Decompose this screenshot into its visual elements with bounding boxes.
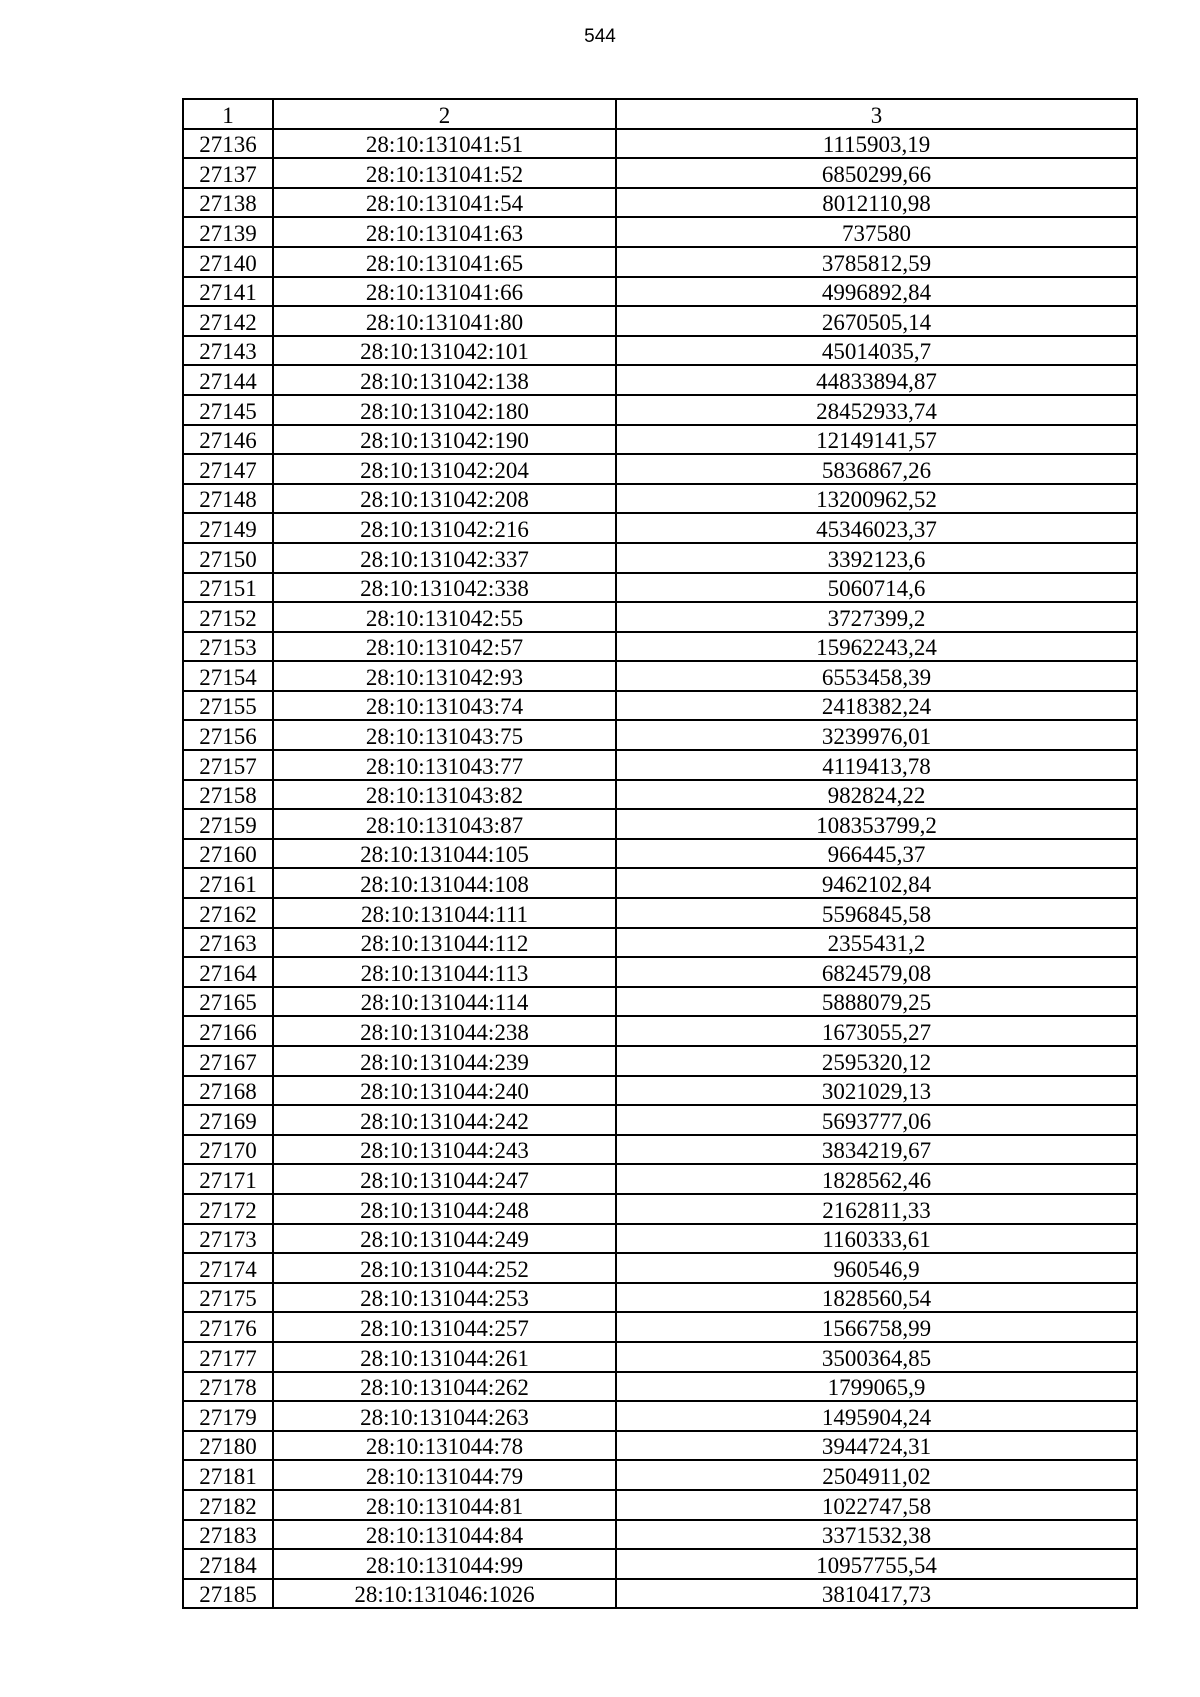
row-number-cell: 27139: [183, 217, 273, 247]
cadastral-number-cell: 28:10:131042:216: [273, 513, 616, 543]
table-row: [183, 573, 1137, 603]
value-cell: 3021029,13: [616, 1076, 1137, 1106]
table-row: [183, 1105, 1137, 1135]
value-cell: 5836867,26: [616, 454, 1137, 484]
table-row: [183, 1164, 1137, 1194]
row-number-cell: 27145: [183, 395, 273, 425]
value-cell: 45346023,37: [616, 513, 1137, 543]
row-number-cell: 27144: [183, 365, 273, 395]
table-row: [183, 1401, 1137, 1431]
cadastral-number-cell: 28:10:131042:208: [273, 484, 616, 514]
value-cell: 2355431,2: [616, 928, 1137, 958]
row-number-cell: 27152: [183, 602, 273, 632]
cadastral-number-cell: 28:10:131042:93: [273, 661, 616, 691]
row-number-cell: 27158: [183, 780, 273, 810]
cadastral-number-cell: 28:10:131042:57: [273, 632, 616, 662]
row-number-cell: 27175: [183, 1283, 273, 1313]
value-cell: 13200962,52: [616, 484, 1137, 514]
cadastral-number-cell: 28:10:131044:108: [273, 868, 616, 898]
value-cell: 966445,37: [616, 839, 1137, 869]
value-cell: 982824,22: [616, 780, 1137, 810]
row-number-cell: 27143: [183, 336, 273, 366]
data-table: [182, 98, 1138, 1609]
value-cell: 1828562,46: [616, 1164, 1137, 1194]
table-row: [183, 454, 1137, 484]
row-number-cell: 27151: [183, 573, 273, 603]
row-number-cell: 27177: [183, 1342, 273, 1372]
table-row: [183, 1549, 1137, 1579]
cadastral-number-cell: 28:10:131042:101: [273, 336, 616, 366]
cadastral-number-cell: 28:10:131044:113: [273, 957, 616, 987]
cadastral-number-cell: 28:10:131044:112: [273, 928, 616, 958]
table-row: [183, 1431, 1137, 1461]
column-header-3: 3: [616, 99, 1137, 129]
value-cell: 6553458,39: [616, 661, 1137, 691]
table-row: [183, 1312, 1137, 1342]
cadastral-number-cell: 28:10:131041:54: [273, 188, 616, 218]
value-cell: 1673055,27: [616, 1016, 1137, 1046]
cadastral-number-cell: 28:10:131044:105: [273, 839, 616, 869]
row-number-cell: 27180: [183, 1431, 273, 1461]
table-row: [183, 395, 1137, 425]
value-cell: 3944724,31: [616, 1431, 1137, 1461]
table-row: [183, 928, 1137, 958]
cadastral-number-cell: 28:10:131044:79: [273, 1460, 616, 1490]
row-number-cell: 27154: [183, 661, 273, 691]
cadastral-number-cell: 28:10:131044:262: [273, 1372, 616, 1402]
row-number-cell: 27149: [183, 513, 273, 543]
row-number-cell: 27150: [183, 543, 273, 573]
cadastral-number-cell: 28:10:131041:51: [273, 129, 616, 159]
value-cell: 6850299,66: [616, 158, 1137, 188]
cadastral-number-cell: 28:10:131044:239: [273, 1046, 616, 1076]
value-cell: 44833894,87: [616, 365, 1137, 395]
value-cell: 1566758,99: [616, 1312, 1137, 1342]
header-row: [183, 99, 1137, 129]
cadastral-number-cell: 28:10:131044:248: [273, 1194, 616, 1224]
row-number-cell: 27147: [183, 454, 273, 484]
table-header: [183, 99, 1137, 129]
value-cell: 3239976,01: [616, 720, 1137, 750]
row-number-cell: 27155: [183, 691, 273, 721]
row-number-cell: 27159: [183, 809, 273, 839]
table-row: [183, 661, 1137, 691]
row-number-cell: 27138: [183, 188, 273, 218]
row-number-cell: 27160: [183, 839, 273, 869]
value-cell: 8012110,98: [616, 188, 1137, 218]
row-number-cell: 27179: [183, 1401, 273, 1431]
row-number-cell: 27172: [183, 1194, 273, 1224]
row-number-cell: 27169: [183, 1105, 273, 1135]
cadastral-number-cell: 28:10:131042:190: [273, 425, 616, 455]
table-row: [183, 1372, 1137, 1402]
cadastral-number-cell: 28:10:131041:52: [273, 158, 616, 188]
table-row: [183, 898, 1137, 928]
table-row: [183, 217, 1137, 247]
table-body: [183, 129, 1137, 1609]
cadastral-number-cell: 28:10:131043:82: [273, 780, 616, 810]
value-cell: 3785812,59: [616, 247, 1137, 277]
value-cell: 2670505,14: [616, 306, 1137, 336]
cadastral-number-cell: 28:10:131044:253: [273, 1283, 616, 1313]
page-number: 544: [584, 26, 616, 47]
value-cell: 3727399,2: [616, 602, 1137, 632]
cadastral-number-cell: 28:10:131044:81: [273, 1490, 616, 1520]
value-cell: 737580: [616, 217, 1137, 247]
row-number-cell: 27146: [183, 425, 273, 455]
table-row: [183, 129, 1137, 159]
row-number-cell: 27165: [183, 987, 273, 1017]
value-cell: 3834219,67: [616, 1135, 1137, 1165]
value-cell: 1022747,58: [616, 1490, 1137, 1520]
cadastral-number-cell: 28:10:131044:238: [273, 1016, 616, 1046]
value-cell: 5693777,06: [616, 1105, 1137, 1135]
value-cell: 28452933,74: [616, 395, 1137, 425]
table-row: [183, 1283, 1137, 1313]
value-cell: 3392123,6: [616, 543, 1137, 573]
value-cell: 15962243,24: [616, 632, 1137, 662]
value-cell: 2162811,33: [616, 1194, 1137, 1224]
cadastral-number-cell: 28:10:131044:249: [273, 1224, 616, 1254]
value-cell: 10957755,54: [616, 1549, 1137, 1579]
cadastral-number-cell: 28:10:131044:261: [273, 1342, 616, 1372]
cadastral-number-cell: 28:10:131043:87: [273, 809, 616, 839]
cadastral-number-cell: 28:10:131043:77: [273, 750, 616, 780]
value-cell: 1115903,19: [616, 129, 1137, 159]
cadastral-number-cell: 28:10:131044:257: [273, 1312, 616, 1342]
table-row: [183, 1460, 1137, 1490]
row-number-cell: 27167: [183, 1046, 273, 1076]
value-cell: 2595320,12: [616, 1046, 1137, 1076]
row-number-cell: 27157: [183, 750, 273, 780]
row-number-cell: 27148: [183, 484, 273, 514]
value-cell: 1160333,61: [616, 1224, 1137, 1254]
row-number-cell: 27178: [183, 1372, 273, 1402]
column-header-2: 2: [273, 99, 616, 129]
value-cell: 1799065,9: [616, 1372, 1137, 1402]
table-row: [183, 1579, 1137, 1609]
table-row: [183, 750, 1137, 780]
cadastral-number-cell: 28:10:131042:337: [273, 543, 616, 573]
value-cell: 2504911,02: [616, 1460, 1137, 1490]
table-row: [183, 425, 1137, 455]
value-cell: 3810417,73: [616, 1579, 1137, 1609]
cadastral-number-cell: 28:10:131042:138: [273, 365, 616, 395]
table-row: [183, 780, 1137, 810]
cadastral-number-cell: 28:10:131044:242: [273, 1105, 616, 1135]
table-row: [183, 1224, 1137, 1254]
cadastral-number-cell: 28:10:131041:65: [273, 247, 616, 277]
cadastral-number-cell: 28:10:131041:66: [273, 277, 616, 307]
table-row: [183, 691, 1137, 721]
cadastral-number-cell: 28:10:131044:243: [273, 1135, 616, 1165]
table-row: [183, 365, 1137, 395]
value-cell: 1828560,54: [616, 1283, 1137, 1313]
table-row: [183, 1520, 1137, 1550]
value-cell: 5060714,6: [616, 573, 1137, 603]
cadastral-number-cell: 28:10:131044:84: [273, 1520, 616, 1550]
cadastral-number-cell: 28:10:131041:80: [273, 306, 616, 336]
table-row: [183, 809, 1137, 839]
table-row: [183, 1135, 1137, 1165]
table-row: [183, 1253, 1137, 1283]
value-cell: 3371532,38: [616, 1520, 1137, 1550]
table-row: [183, 306, 1137, 336]
cadastral-number-cell: 28:10:131044:240: [273, 1076, 616, 1106]
table-row: [183, 1342, 1137, 1372]
row-number-cell: 27153: [183, 632, 273, 662]
row-number-cell: 27184: [183, 1549, 273, 1579]
value-cell: 108353799,2: [616, 809, 1137, 839]
table-row: [183, 484, 1137, 514]
cadastral-number-cell: 28:10:131044:247: [273, 1164, 616, 1194]
table-row: [183, 839, 1137, 869]
table-row: [183, 188, 1137, 218]
row-number-cell: 27183: [183, 1520, 273, 1550]
table-row: [183, 513, 1137, 543]
row-number-cell: 27140: [183, 247, 273, 277]
row-number-cell: 27162: [183, 898, 273, 928]
table-row: [183, 1194, 1137, 1224]
row-number-cell: 27164: [183, 957, 273, 987]
table-row: [183, 602, 1137, 632]
cadastral-number-cell: 28:10:131043:74: [273, 691, 616, 721]
row-number-cell: 27171: [183, 1164, 273, 1194]
cadastral-number-cell: 28:10:131042:55: [273, 602, 616, 632]
value-cell: 5888079,25: [616, 987, 1137, 1017]
row-number-cell: 27156: [183, 720, 273, 750]
value-cell: 3500364,85: [616, 1342, 1137, 1372]
row-number-cell: 27181: [183, 1460, 273, 1490]
table-row: [183, 1490, 1137, 1520]
value-cell: 6824579,08: [616, 957, 1137, 987]
cadastral-number-cell: 28:10:131042:204: [273, 454, 616, 484]
cadastral-number-cell: 28:10:131044:252: [273, 1253, 616, 1283]
value-cell: 12149141,57: [616, 425, 1137, 455]
table-row: [183, 1076, 1137, 1106]
cadastral-number-cell: 28:10:131042:338: [273, 573, 616, 603]
row-number-cell: 27176: [183, 1312, 273, 1342]
cadastral-number-cell: 28:10:131043:75: [273, 720, 616, 750]
value-cell: 960546,9: [616, 1253, 1137, 1283]
cadastral-number-cell: 28:10:131044:263: [273, 1401, 616, 1431]
row-number-cell: 27168: [183, 1076, 273, 1106]
table-row: [183, 1046, 1137, 1076]
column-header-1: 1: [183, 99, 273, 129]
table-row: [183, 632, 1137, 662]
row-number-cell: 27170: [183, 1135, 273, 1165]
table-row: [183, 1016, 1137, 1046]
cadastral-number-cell: 28:10:131046:1026: [273, 1579, 616, 1609]
row-number-cell: 27185: [183, 1579, 273, 1609]
row-number-cell: 27161: [183, 868, 273, 898]
row-number-cell: 27163: [183, 928, 273, 958]
value-cell: 2418382,24: [616, 691, 1137, 721]
value-cell: 9462102,84: [616, 868, 1137, 898]
row-number-cell: 27142: [183, 306, 273, 336]
row-number-cell: 27166: [183, 1016, 273, 1046]
table-row: [183, 543, 1137, 573]
cadastral-number-cell: 28:10:131041:63: [273, 217, 616, 247]
table-row: [183, 158, 1137, 188]
cadastral-number-cell: 28:10:131044:78: [273, 1431, 616, 1461]
row-number-cell: 27174: [183, 1253, 273, 1283]
table-row: [183, 957, 1137, 987]
cadastral-number-cell: 28:10:131044:99: [273, 1549, 616, 1579]
cadastral-number-cell: 28:10:131042:180: [273, 395, 616, 425]
table-row: [183, 868, 1137, 898]
table-row: [183, 336, 1137, 366]
value-cell: 4996892,84: [616, 277, 1137, 307]
row-number-cell: 27141: [183, 277, 273, 307]
table-row: [183, 987, 1137, 1017]
row-number-cell: 27173: [183, 1224, 273, 1254]
value-cell: 1495904,24: [616, 1401, 1137, 1431]
value-cell: 45014035,7: [616, 336, 1137, 366]
cadastral-number-cell: 28:10:131044:114: [273, 987, 616, 1017]
table-row: [183, 247, 1137, 277]
table-row: [183, 277, 1137, 307]
row-number-cell: 27136: [183, 129, 273, 159]
row-number-cell: 27137: [183, 158, 273, 188]
value-cell: 5596845,58: [616, 898, 1137, 928]
row-number-cell: 27182: [183, 1490, 273, 1520]
table-row: [183, 720, 1137, 750]
value-cell: 4119413,78: [616, 750, 1137, 780]
cadastral-number-cell: 28:10:131044:111: [273, 898, 616, 928]
